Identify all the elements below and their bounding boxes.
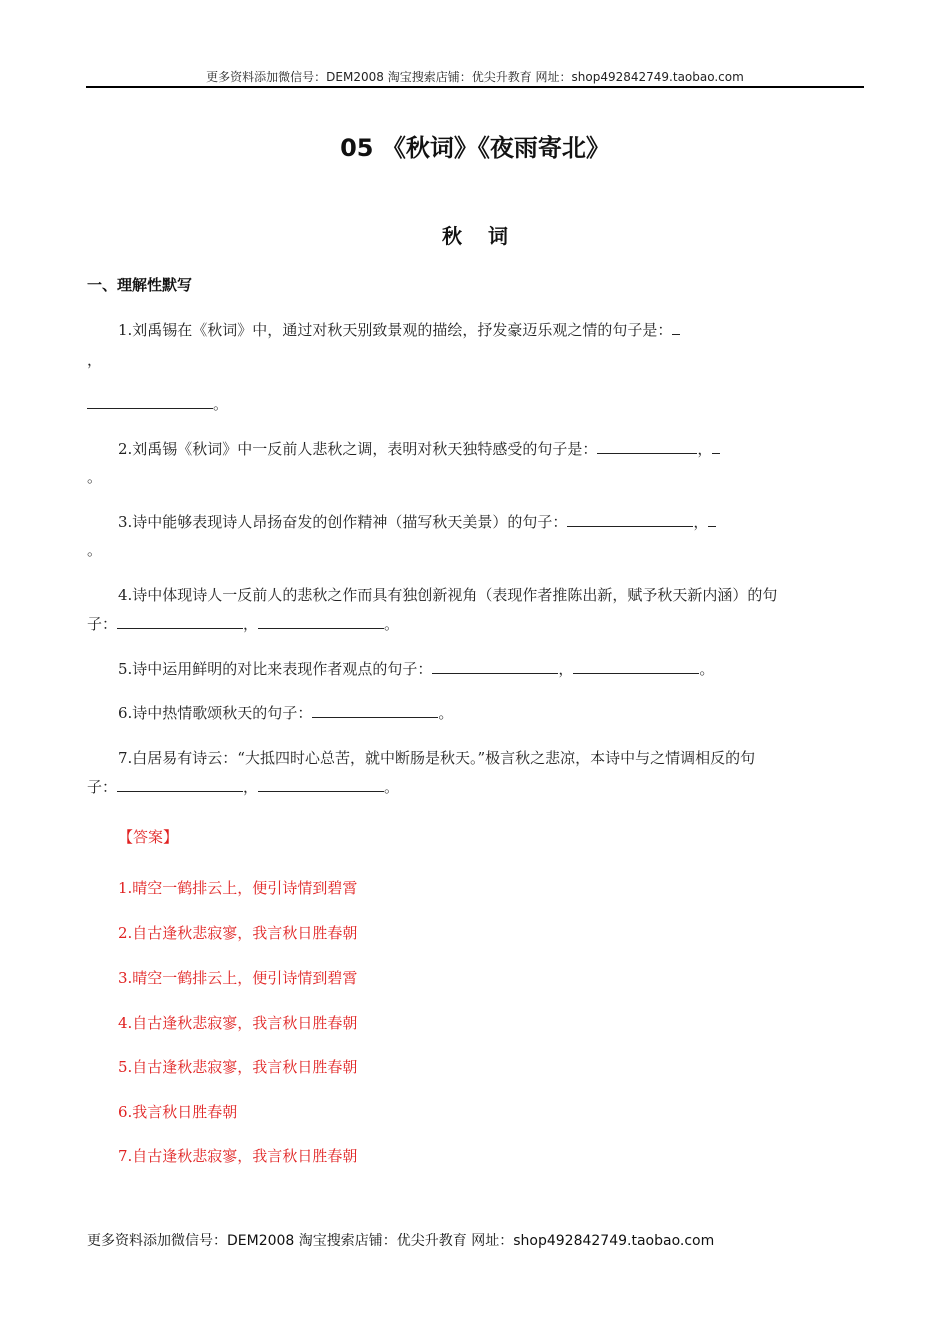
question-2-end: 。 — [87, 468, 103, 486]
document-title: 05 《秋词》《夜雨寄北》 — [340, 134, 610, 162]
punctuation: ， — [243, 778, 259, 796]
question-1-line3 — [87, 394, 228, 414]
answer-blank — [117, 777, 243, 792]
page-header: 更多资料添加微信号：DEM2008 淘宝搜索店铺：优尖升教育 网址：shop492842749.taobao.com — [206, 70, 744, 84]
punctuation: ， — [697, 440, 713, 458]
question-7-line2 — [87, 777, 399, 797]
punctuation: 。 — [699, 660, 715, 678]
answer-blank — [597, 439, 697, 454]
answer-blank — [432, 659, 558, 674]
answer-blank — [712, 439, 720, 454]
answer-blank — [312, 703, 438, 718]
answer-blank — [567, 512, 693, 527]
answer-label: 【答案】 — [118, 828, 179, 846]
punctuation: ， — [693, 513, 709, 531]
punctuation: 。 — [213, 395, 229, 413]
answer-item: 5.自古逢秋悲寂寥，我言秋日胜春朝 — [118, 1058, 358, 1076]
question-5-text: 5.诗中运用鲜明的对比来表现作者观点的句子： — [118, 660, 433, 678]
question-1-comma: ， — [87, 351, 103, 369]
answer-item: 3.晴空一鹤排云上，便引诗情到碧霄 — [118, 969, 358, 987]
answer-blank — [708, 512, 716, 527]
punctuation: ， — [558, 660, 574, 678]
answer-item: 4.自古逢秋悲寂寥，我言秋日胜春朝 — [118, 1014, 358, 1032]
answer-blank — [87, 394, 213, 409]
question-5 — [118, 659, 714, 679]
answer-blank — [258, 614, 384, 629]
answer-item: 7.自古逢秋悲寂寥，我言秋日胜春朝 — [118, 1147, 358, 1165]
answer-blank — [573, 659, 699, 674]
punctuation: 。 — [438, 704, 454, 722]
question-6 — [118, 703, 453, 723]
answer-item: 6.我言秋日胜春朝 — [118, 1103, 238, 1121]
question-3 — [118, 512, 716, 532]
question-4-line2 — [87, 614, 399, 634]
poem-title: 秋词 — [442, 224, 534, 248]
answer-blank — [672, 320, 680, 335]
section-heading: 一、理解性默写 — [87, 276, 193, 294]
question-7-line1: 7.白居易有诗云：“大抵四时心总苦，就中断肠是秋天。”极言秋之悲凉，本诗中与之情调相反的句 — [118, 749, 756, 767]
question-3-end: 。 — [87, 541, 103, 559]
question-1-text: 1.刘禹锡在《秋词》中，通过对秋天别致景观的描绘，抒发豪迈乐观之情的句子是： — [118, 321, 673, 339]
answer-blank — [117, 614, 243, 629]
question-4-line1: 4.诗中体现诗人一反前人的悲秋之作而具有独创新视角（表现作者推陈出新，赋予秋天新内涵）的句 — [118, 586, 778, 604]
question-1 — [118, 320, 680, 340]
question-3-text: 3.诗中能够表现诗人昂扬奋发的创作精神（描写秋天美景）的句子： — [118, 513, 568, 531]
page-footer: 更多资料添加微信号：DEM2008 淘宝搜索店铺：优尖升教育 网址：shop492842749.taobao.com — [87, 1233, 715, 1249]
answer-item: 1.晴空一鹤排云上，便引诗情到碧霄 — [118, 879, 358, 897]
question-7-prefix: 子： — [87, 778, 118, 796]
question-4-prefix: 子： — [87, 615, 118, 633]
question-2 — [118, 439, 720, 459]
header-divider — [86, 86, 864, 88]
punctuation: 。 — [384, 778, 400, 796]
answer-blank — [258, 777, 384, 792]
punctuation: ， — [243, 615, 259, 633]
question-2-text: 2.刘禹锡《秋词》中一反前人悲秋之调，表明对秋天独特感受的句子是： — [118, 440, 598, 458]
answer-item: 2.自古逢秋悲寂寥，我言秋日胜春朝 — [118, 924, 358, 942]
punctuation: 。 — [384, 615, 400, 633]
question-6-text: 6.诗中热情歌颂秋天的句子： — [118, 704, 313, 722]
